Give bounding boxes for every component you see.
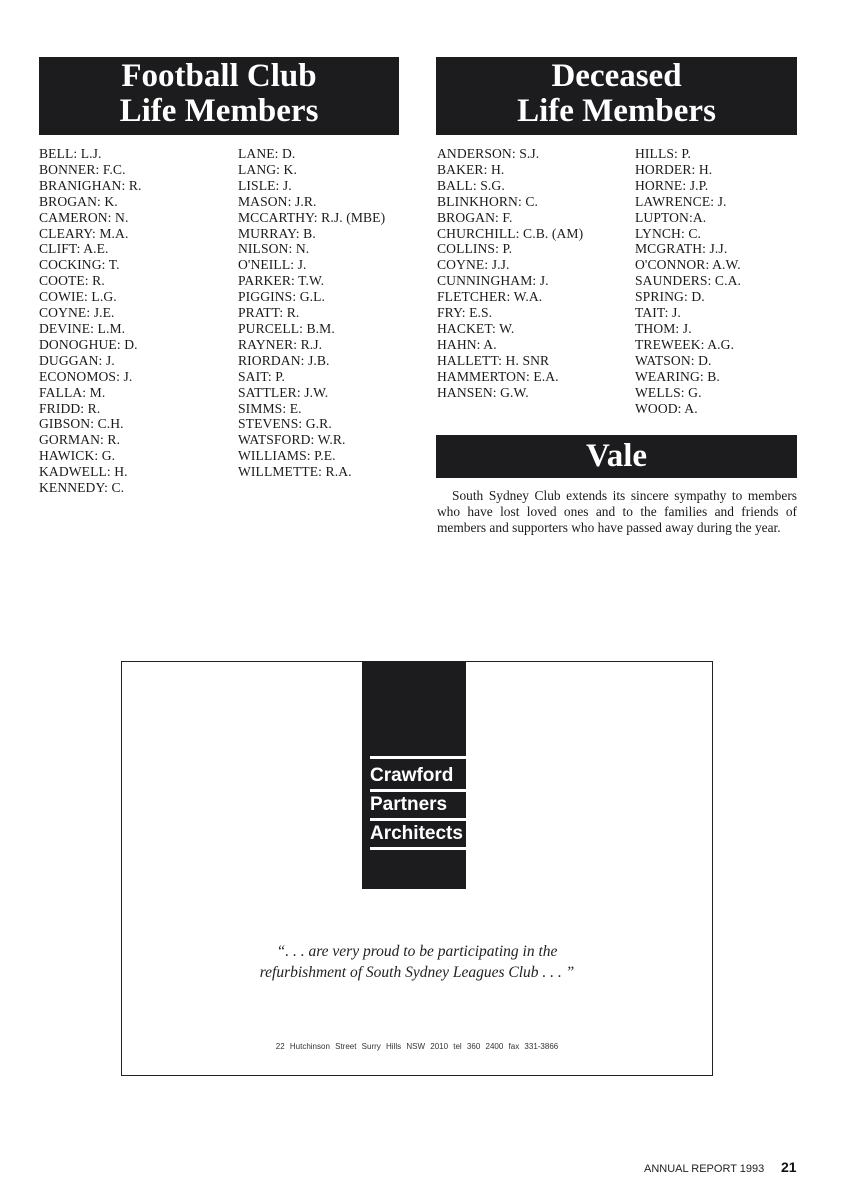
member-name: PRATT: R. [238,305,300,321]
logo-line-architects: Architects [370,823,463,844]
ad-quote-line1: “. . . are very proud to be participating in the [276,943,558,960]
member-name: PIGGINS: G.L. [238,289,326,305]
member-name: LUPTON:A. [635,209,707,225]
member-name: TAIT: J. [635,305,681,321]
member-name: DUGGAN: J. [39,352,115,368]
member-name: GORMAN: R. [39,432,121,448]
member-name: ECONOMOS: J. [39,368,133,384]
member-name: HAMMERTON: E.A. [437,368,559,384]
deceased-members-col1 [437,146,583,401]
member-name: PARKER: T.W. [238,273,325,289]
deceased-title-line2: Life Members [517,93,716,129]
member-name: FRY: E.S. [437,305,493,321]
member-name: LAWRENCE: J. [635,193,727,209]
member-name: BROGAN: K. [39,193,118,209]
logo-rule-2 [370,818,468,821]
member-name: FRIDD: R. [39,400,101,416]
member-name: COOTE: R. [39,273,105,289]
member-name: COYNE: J.E. [39,305,115,321]
member-name: O'NEILL: J. [238,257,307,273]
deceased-title-line1: Deceased [551,58,682,94]
member-name: SATTLER: J.W. [238,384,329,400]
member-name: HACKET: W. [437,320,515,336]
member-name: WATSFORD: W.R. [238,432,346,448]
member-name: WOOD: A. [635,400,698,416]
member-name: KADWELL: H. [39,464,128,480]
member-name: WELLS: G. [635,384,702,400]
member-name: KENNEDY: C. [39,480,125,496]
member-name: HANSEN: G.W. [437,384,529,400]
member-name: HORNE: J.P. [635,177,709,193]
deceased-members-col2 [635,146,741,416]
member-name: BALL: S.G. [437,177,505,193]
football-club-title-line1: Football Club [121,58,317,94]
member-name: LANE: D. [238,146,296,161]
member-name: HAWICK: G. [39,448,116,464]
member-name: DONOGHUE: D. [39,336,138,352]
member-name: DEVINE: L.M. [39,320,126,336]
member-name: BRANIGHAN: R. [39,177,142,193]
member-name: BLINKHORN: C. [437,193,538,209]
member-name: BROGAN: F. [437,209,513,225]
crawford-partners-logo [362,661,466,889]
member-name: COCKING: T. [39,257,120,273]
member-name: CLEARY: M.A. [39,225,129,241]
member-name: WILLMETTE: R.A. [238,464,352,480]
member-name: ANDERSON: S.J. [437,146,540,161]
member-name: THOM: J. [635,320,692,336]
member-name: WILLIAMS: P.E. [238,448,336,464]
vale-paragraph: South Sydney Club extends its sincere sympathy to members who have lost loved ones and to the families and friends of members and supporters who have passed away during the year. [437,488,797,535]
member-name: NILSON: N. [238,241,310,257]
member-name: RAYNER: R.J. [238,336,323,352]
member-name: SIMMS: E. [238,400,302,416]
member-name: HORDER: H. [635,161,713,177]
member-name: CAMERON: N. [39,209,129,225]
member-name: COYNE: J.J. [437,257,510,273]
member-name: HALLETT: H. SNR [437,352,550,368]
member-name: O'CONNOR: A.W. [635,257,741,273]
logo-rule-top [370,756,468,759]
member-name: WEARING: B. [635,368,720,384]
member-name: LISLE: J. [238,177,292,193]
football-club-heading [39,57,399,135]
member-name: HILLS: P. [635,146,692,161]
member-name: COLLINS: P. [437,241,513,257]
member-name: CUNNINGHAM: J. [437,273,549,289]
member-name: LYNCH: C. [635,225,702,241]
member-name: SAIT: P. [238,368,285,384]
member-name: BAKER: H. [437,161,505,177]
logo-rule-bottom [370,847,468,850]
member-name: MCCARTHY: R.J. (MBE) [238,209,386,225]
member-name: STEVENS: G.R. [238,416,332,432]
crawford-partners-advertisement [121,661,713,1076]
member-name: SAUNDERS: C.A. [635,273,742,289]
member-name: MURRAY: B. [238,225,316,241]
member-name: BONNER: F.C. [39,161,126,177]
member-name: LANG: K. [238,161,297,177]
vale-title: Vale [585,438,648,474]
member-name: MCGRATH: J.J. [635,241,728,257]
member-name: WATSON: D. [635,352,712,368]
member-name: COWIE: L.G. [39,289,117,305]
page-number: 21 [781,1159,797,1175]
member-name: FALLA: M. [39,384,106,400]
member-name: GIBSON: C.H. [39,416,124,432]
member-name: CLIFT: A.E. [39,241,109,257]
member-name: TREWEEK: A.G. [635,336,735,352]
footer-annual-report-label: ANNUAL REPORT 1993 [644,1163,765,1175]
member-name: RIORDAN: J.B. [238,352,330,368]
vale-heading [436,435,797,478]
member-name: MASON: J.R. [238,193,317,209]
football-club-title-line2: Life Members [119,93,319,129]
member-name: PURCELL: B.M. [238,320,335,336]
ad-quote-line2: refurbishment of South Sydney Leagues Club . . . ” [259,964,575,981]
member-name: CHURCHILL: C.B. (AM) [437,225,584,241]
member-name: HAHN: A. [437,336,497,352]
logo-line-partners: Partners [370,794,448,815]
football-club-members-col1 [39,146,142,496]
member-name: BELL: L.J. [39,146,102,161]
logo-rule-1 [370,789,468,792]
member-name: FLETCHER: W.A. [437,289,543,305]
logo-line-crawford: Crawford [370,765,454,786]
member-name: SPRING: D. [635,289,705,305]
deceased-heading [436,57,797,135]
football-club-members-col2 [238,146,385,480]
ad-address: 22 Hutchinson Street Surry Hills NSW 2010 tel 360 2400 fax 331-3866 [275,1042,559,1051]
